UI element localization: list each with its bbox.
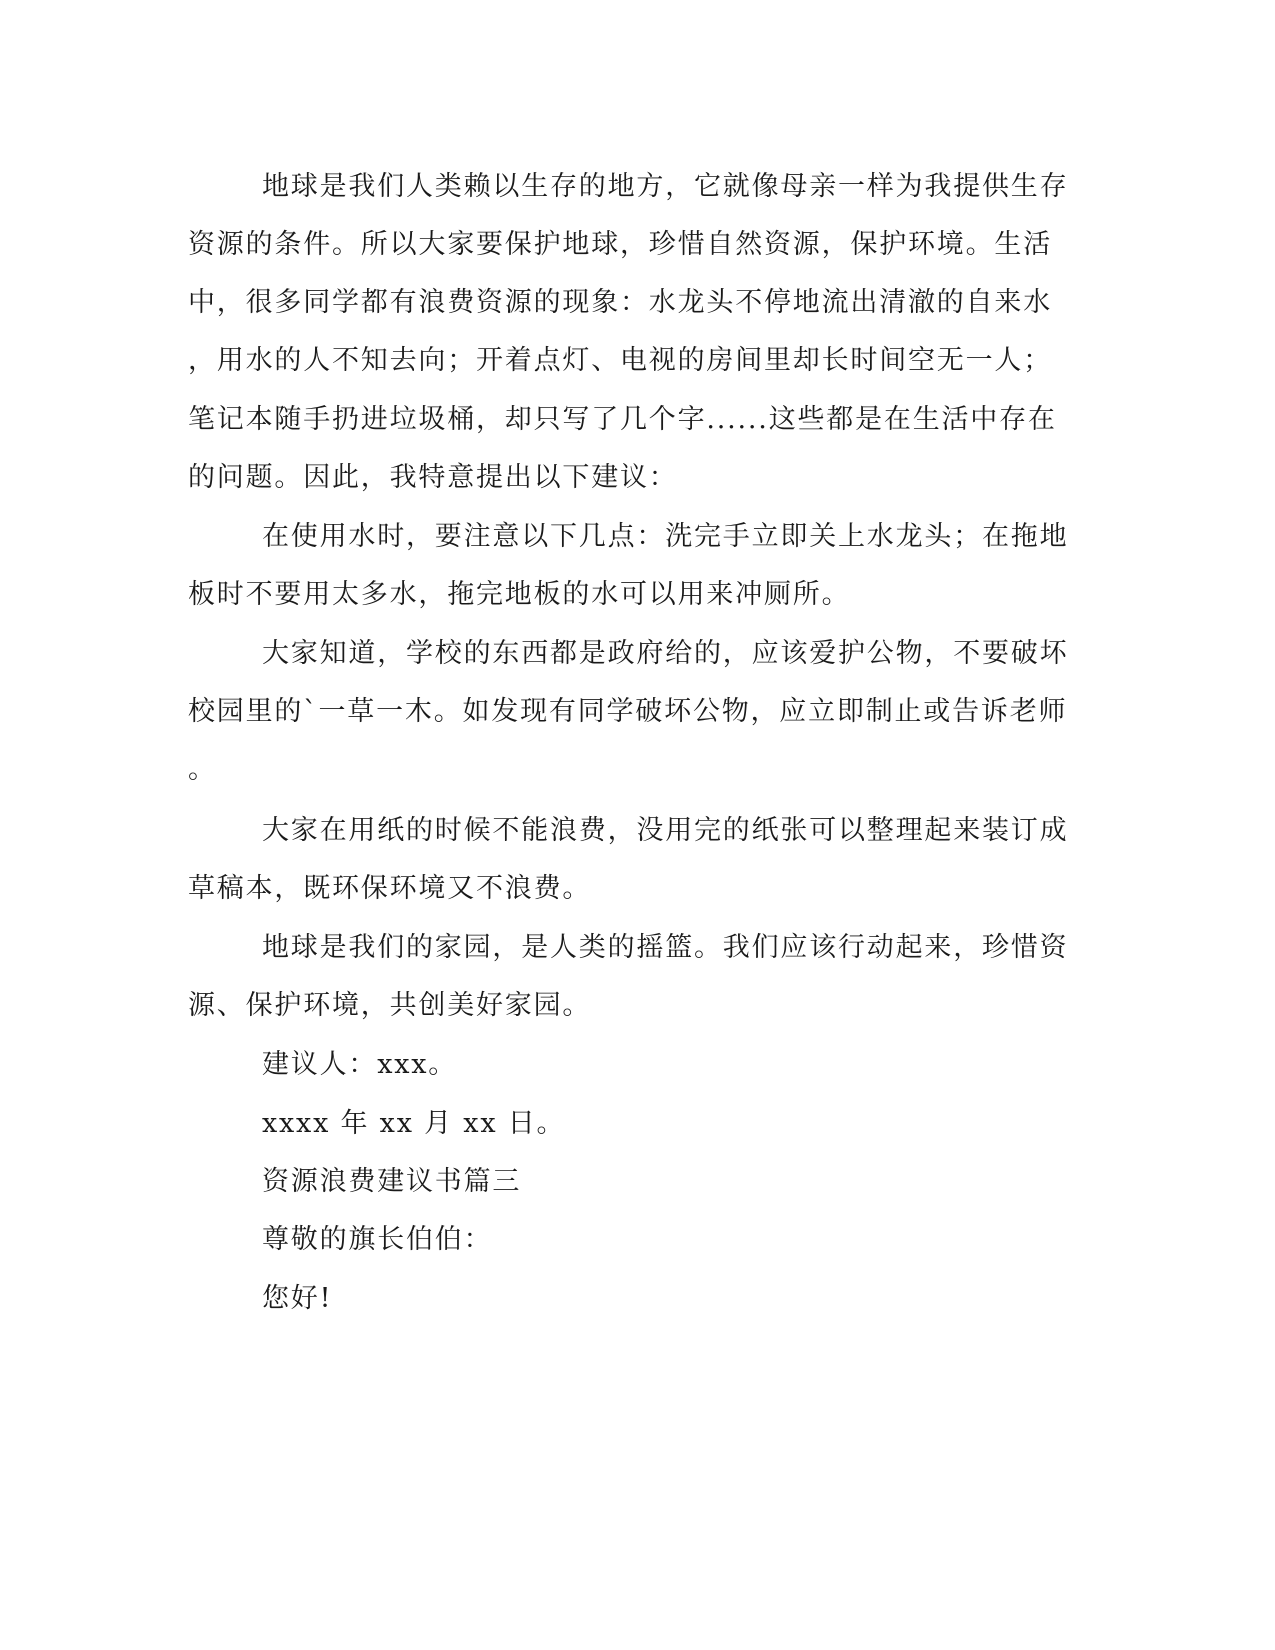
- paragraph-1-line-3: 中，很多同学都有浪费资源的现象：水龙头不停地流出清澈的自来水: [188, 287, 1052, 318]
- paragraph-5-line-2: 源、保护环境，共创美好家园。: [188, 990, 592, 1021]
- paragraph-1-line-6: 的问题。因此，我特意提出以下建议：: [188, 462, 678, 493]
- section-title: 资源浪费建议书篇三: [262, 1166, 522, 1197]
- paragraph-2-line-1: 在使用水时，要注意以下几点：洗完手立即关上水龙头；在拖地: [262, 521, 1069, 552]
- paragraph-3-line-2: 校园里的`一草一木。如发现有同学破坏公物，应立即制止或告诉老师: [188, 696, 1068, 727]
- paragraph-4-line-2: 草稿本，既环保环境又不浪费。: [188, 873, 592, 904]
- paragraph-2-line-2: 板时不要用太多水，拖完地板的水可以用来冲厕所。: [188, 579, 851, 610]
- paragraph-1-line-1: 地球是我们人类赖以生存的地方，它就像母亲一样为我提供生存: [262, 171, 1069, 202]
- proposer-line: 建议人：xxx。: [262, 1049, 458, 1080]
- paragraph-3-line-3: 。: [188, 754, 217, 785]
- paragraph-4-line-1: 大家在用纸的时候不能浪费，没用完的纸张可以整理起来装订成: [262, 815, 1069, 846]
- paragraph-5-line-1: 地球是我们的家园，是人类的摇篮。我们应该行动起来，珍惜资: [262, 932, 1069, 963]
- greeting: 您好!: [262, 1283, 333, 1314]
- paragraph-1-line-2: 资源的条件。所以大家要保护地球，珍惜自然资源，保护环境。生活: [188, 229, 1052, 260]
- paragraph-1-line-5: 笔记本随手扔进垃圾桶，却只写了几个字......这些都是在生活中存在: [188, 404, 1057, 435]
- paragraph-3-line-1: 大家知道，学校的东西都是政府给的，应该爱护公物，不要破坏: [262, 638, 1069, 669]
- salutation: 尊敬的旗长伯伯：: [262, 1224, 493, 1255]
- date-line: xxxx 年 xx 月 xx 日。: [262, 1108, 566, 1139]
- paragraph-1-line-4: ，用水的人不知去向；开着点灯、电视的房间里却长时间空无一人；: [188, 345, 1052, 376]
